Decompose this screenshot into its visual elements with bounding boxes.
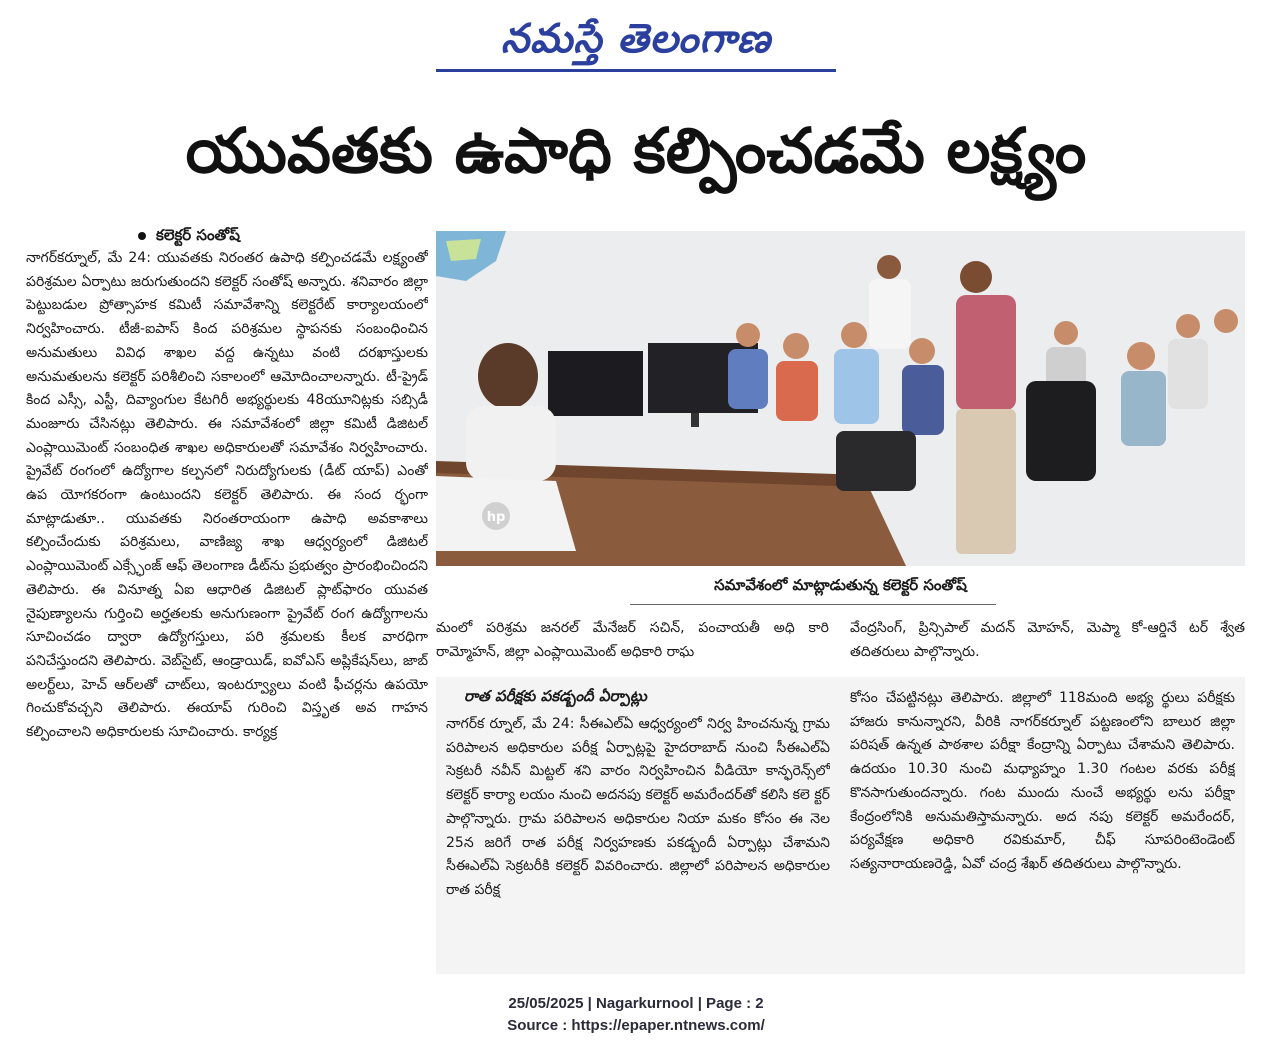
- caption-divider: [630, 604, 996, 605]
- article-lead-column: నాగర్‌కర్నూల్, మే 24: యువతకు నిరంతర ఉపాధి కల్పించడమే లక్ష్యంతో పరిశ్రమల ఏర్పాటు జరుగుతుందని కలెక్టర్ సంతోష్ అన్నారు. శనివారం జిల్లా పెట్టుబడుల ప్రోత్సాహక కమిటీ సమావేశాన్ని కలెక్టరేట్ కార్యాలయంలో నిర్వహించారు. టీజీ-ఐపాస్ కింద పరిశ్రమల స్థాపనకు సంబంధించిన అనుమతులు వివిధ శాఖల వద్ద ఉన్నటు వంటి దరఖాస్తులకు అనుమతులను కలెక్టర్ పరిశీలించి సకాలంలో ఆమోదించాలన్నారు. టీ-ప్రైడ్ కింద ఎస్సీ, ఎస్టీ, దివ్యాంగుల కేటగిరీ అభ్యర్థులకు 48యూనిట్లకు సబ్సిడీ మంజూరు చేసినట్లు తెలిపారు. ఈ సమావేశంలో జిల్లా కమిటీ డిజిటల్ ఎంప్లాయిమెంట్ సంబంధిత శాఖల అధికారులతో సమావేశం నిర్వహించారు. ప్రైవేట్ రంగంలో ఉద్యోగాల కల్పనలో నిరుద్యోగులకు (డీట్ యాప్) ఎంతో ఉప యోగకరంగా ఉంటుందని కలెక్టర్ తెలిపారు. ఈ సంద ర్భంగా మాట్లాడుతూ.. యువతకు నిరంతరాయంగా ఉపాధి అవకాశాలు కల్పించేందుకు పరిశ్రమలు, వాణిజ్య శాఖ ఆధ్వర్యంలో డిజిటల్ ఎంప్లాయిమెంట్ ఎక్స్ఛేంజ్ ఆఫ్ తెలంగాణ డీట్‌ను ప్రభుత్వం ప్రారంభించిందని తెలిపారు. ఈ వినూత్న ఏఐ ఆధారిత డిజిటల్ ప్లాట్‌ఫారం యువత నైపుణ్యాలను గుర్తించి అర్హతలకు అనుగుణంగా ప్రైవేట్ రంగ ఉద్యోగాలను సూచించడం ద్వారా ఉద్యోగస్తులు, పరి శ్రమలకు కీలక వారధిగా పనిచేస్తుందని తెలిపారు. వెబ్‌సైట్, ఆండ్రాయిడ్, ఐవోఎస్ అప్లికేషన్‌లు, జాబ్ అలర్ట్‌లు, హెచ్ ఆర్‌లతో చాట్‌లు, ఇంటర్వ్యూలు వంటి ఫీచర్లను ఉపయో గించుకోవచ్చని తెలిపారు. ఈయాప్ గురించి విస్తృత అవ గాహన కల్పించాలని అధికారులకు సూచించారు. కార్యక్ర: [26, 250, 428, 741]
- footer-source-link[interactable]: Source : https://epaper.ntnews.com/: [507, 1017, 765, 1034]
- masthead-underline: [436, 69, 836, 72]
- meeting-photo-illustration: [436, 231, 1245, 566]
- sub-story-column-left: నాగర్‌క ర్నూల్, మే 24: సీఈఎల్ఏ ఆధ్వర్యంలో నిర్వ హించనున్న గ్రామ పరిపాలన అధికారుల పరీక్ష ఏర్పాట్లపై హైదరాబాద్ నుంచి సీఈఎల్ఏ సెక్రటరీ నవీన్ మిట్టల్ శని వారం నిర్వహించిన వీడియో కాన్ఫరెన్స్‌లో కలెక్టర్ కార్యా లయం నుంచి అదనపు కలెక్టర్ అమరేందర్‌తో కలిసి కలె క్టర్ పాల్గొన్నారు. గ్రామ పరిపాలన అధికారుల నియా మకం కోసం ఈ నెల 25న జరిగే రాత పరీక్ష నిర్వహణకు పకడ్బందీ ఏర్పాట్లు చేశామని సీఈఎల్ఏ సెక్రటరీకి కలెక్టర్ వివరించారు. జిల్లాలో పరిపాలన అధికారుల రాత పరీక్ష: [446, 716, 830, 898]
- newspaper-masthead: [436, 14, 836, 74]
- sub-story-headline: రాత పరీక్షకు పకడ్బందీ ఏర్పాట్లు: [464, 687, 647, 705]
- article-headline: యువతకు ఉపాధి కల్పించడమే లక్ష్యం: [185, 114, 1087, 187]
- meeting-photo: [436, 231, 1245, 566]
- laptop-logo: hp: [486, 510, 506, 525]
- bullet-icon: [138, 232, 146, 240]
- footer-date-edition: 25/05/2025 | Nagarkurnool | Page : 2: [508, 995, 764, 1012]
- byline-text: కలెక్టర్ సంతోష్: [156, 226, 240, 244]
- article-continuation-right: వేంద్రసింగ్, ప్రిన్సిపాల్ మదన్ మోహన్, మెప్మా కో-ఆర్డినే టర్ శ్వేత తదితరులు పాల్గొన్నారు.: [850, 620, 1245, 660]
- article-continuation-mid: మంలో పరిశ్రమ జనరల్ మేనేజర్ సచిన్, పంచాయతీ అధి కారి రామ్మోహన్, జిల్లా ఎంప్లాయిమెంట్ అధికారి రాఘ: [436, 620, 829, 660]
- photo-caption: సమావేశంలో మాట్లాడుతున్న కలెక్టర్ సంతోష్: [714, 576, 967, 594]
- masthead-title: నమస్తే తెలంగాణ: [500, 16, 772, 62]
- article-byline: [138, 226, 240, 248]
- sub-story-column-right: కోసం చేపట్టినట్లు తెలిపారు. జిల్లాలో 118మంది అభ్య ర్థులు పరీక్షకు హాజరు కానున్నారని, వీరికి నాగర్‌కర్నూల్ పట్టణంలోని బాలుర జిల్లా పరిషత్ ఉన్నత పాఠశాల పరీక్షా కేంద్రాన్ని ఏర్పాటు చేశామని తెలిపారు. ఉదయం 10.30 నుంచి మధ్యాహ్నం 1.30 గంటల వరకు పరీక్ష కొనసాగుతుందన్నారు. గంట ముందు నుంచే అభ్యర్థు లను పరీక్షా కేంద్రంలోనికి అనుమతిస్తామన్నారు. అద నపు కలెక్టర్ అమరేందర్, పర్యవేక్షణ అధికారి రవికుమార్, చీఫ్ సూపరింటెండెంట్ సత్యనారాయణరెడ్డి, ఏవో చంద్ర శేఖర్ తదితరులు పాల్గొన్నారు.: [850, 690, 1235, 872]
